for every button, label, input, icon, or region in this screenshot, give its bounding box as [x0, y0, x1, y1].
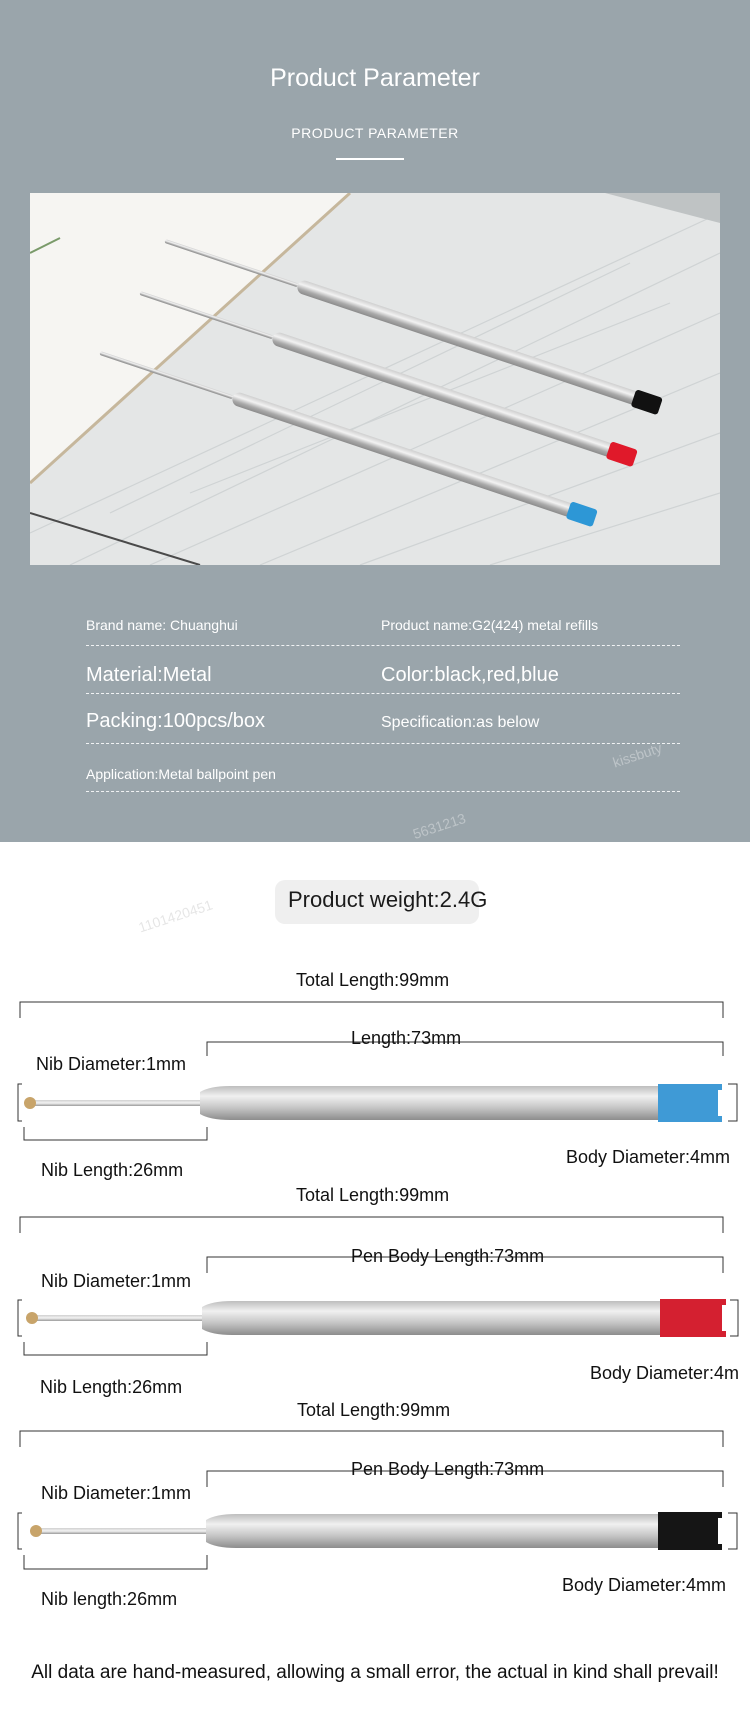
product-photo: [30, 193, 720, 565]
section-subtitle: PRODUCT PARAMETER: [291, 125, 459, 141]
body-length-label: Pen Body Length:73mm: [351, 1459, 545, 1479]
cap-blue: [658, 1084, 722, 1122]
param-divider: [86, 693, 680, 695]
param-divider: [86, 645, 680, 647]
nib-length-label: Nib Length:26mm: [40, 1377, 183, 1397]
total-length-label: Total Length:99mm: [296, 1185, 450, 1205]
product-weight: Product weight:2.4G: [288, 887, 488, 912]
param-application: Application:Metal ballpoint pen: [86, 766, 276, 782]
cap-red: [660, 1299, 726, 1337]
body-diameter-label: Body Diameter:4m: [590, 1363, 740, 1383]
body-diameter-label: Body Diameter:4mm: [566, 1147, 731, 1167]
param-color: Color:black,red,blue: [381, 664, 559, 686]
parameter-section: [0, 0, 750, 842]
nib-length-label: Nib Length:26mm: [41, 1160, 184, 1180]
param-specification: Specification:as below: [381, 714, 540, 731]
watermark: kissbuty: [610, 739, 664, 771]
param-product-name: Product name:G2(424) metal refills: [381, 617, 599, 633]
param-packing: Packing:100pcs/box: [86, 710, 266, 732]
param-brand: Brand name: Chuanghui: [86, 617, 238, 633]
title-divider: [336, 158, 404, 160]
watermark: 1101420451: [136, 896, 215, 936]
param-divider: [86, 743, 680, 745]
body-length-label: Pen Body Length:73mm: [351, 1246, 545, 1266]
pen-graphic: [30, 1512, 722, 1550]
nib-diameter-label: Nib Diameter:1mm: [36, 1054, 187, 1074]
nib-diameter-label: Nib Diameter:1mm: [41, 1483, 192, 1503]
body-length-label: Length:73mm: [351, 1028, 462, 1048]
measurement-disclaimer: All data are hand-measured, allowing a small error, the actual in kind shall prevail!: [31, 1662, 719, 1683]
nib-diameter-label: Nib Diameter:1mm: [41, 1271, 192, 1291]
refills-photo-illustration: [30, 193, 720, 565]
watermark: 5631213: [410, 809, 468, 843]
total-length-label: Total Length:99mm: [297, 1400, 451, 1420]
pen-graphic: [26, 1299, 726, 1337]
cap-black: [658, 1512, 722, 1550]
nib-length-label: Nib length:26mm: [41, 1589, 178, 1609]
pen-graphic: [24, 1084, 722, 1122]
total-length-label: Total Length:99mm: [296, 970, 450, 990]
param-divider: [86, 791, 680, 793]
section-title: Product Parameter: [270, 64, 480, 92]
body-diameter-label: Body Diameter:4mm: [562, 1575, 727, 1595]
param-material: Material:Metal: [86, 664, 212, 686]
